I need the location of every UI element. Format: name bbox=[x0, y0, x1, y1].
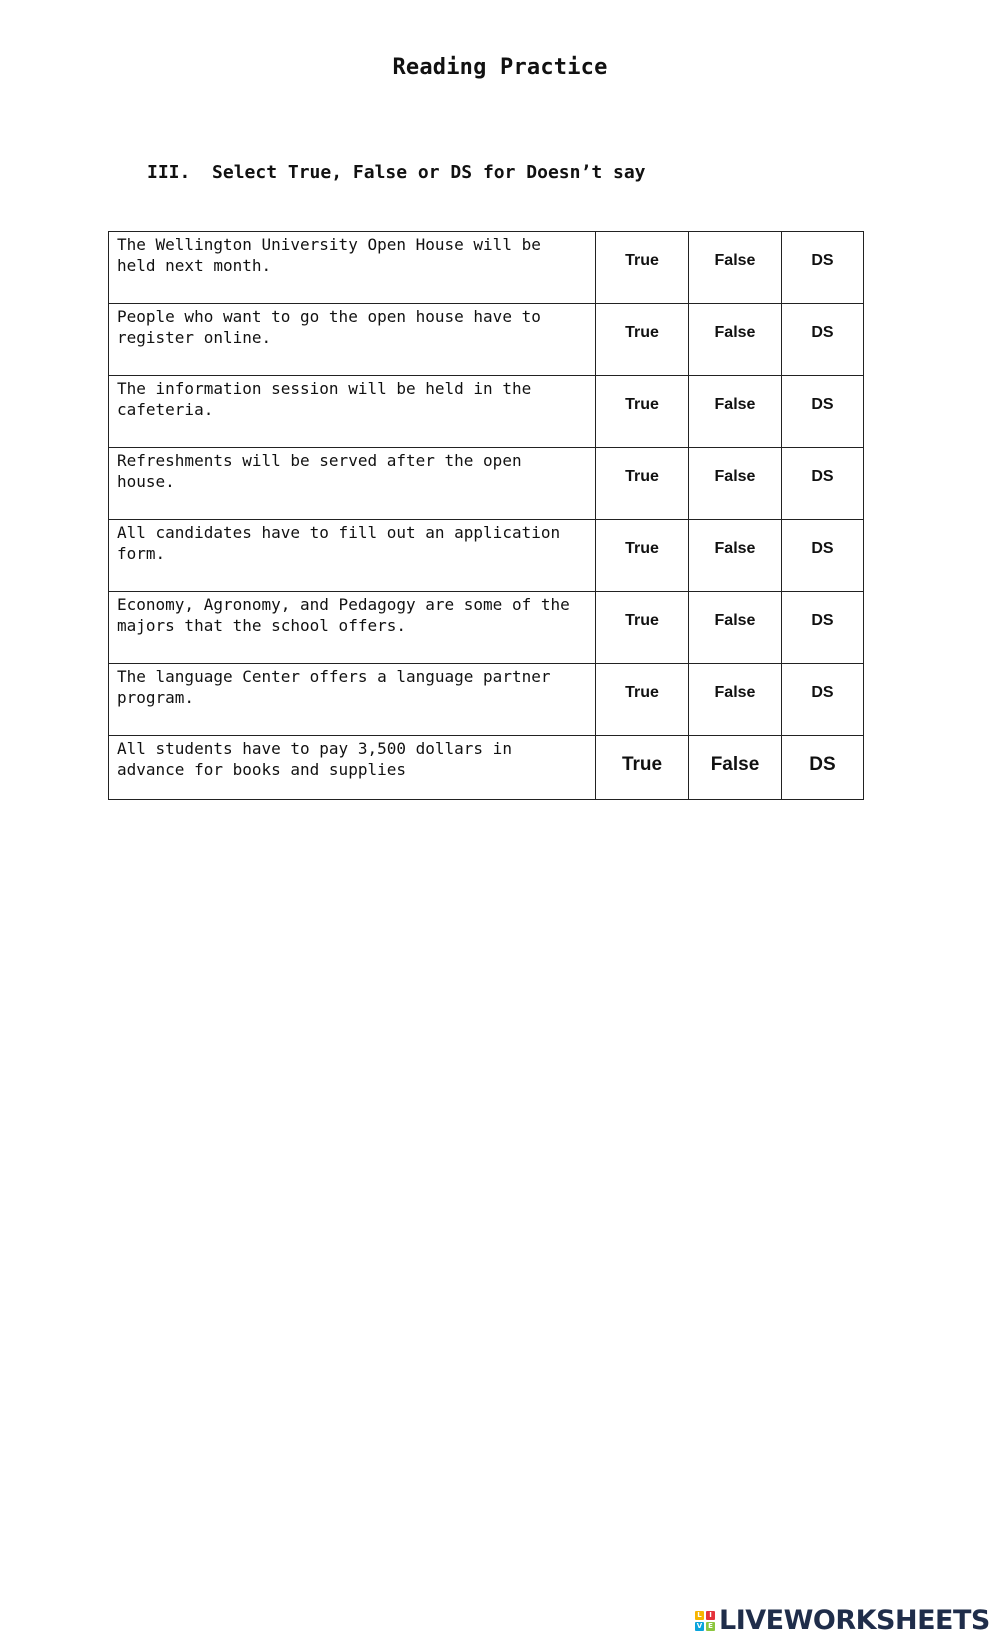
option-ds[interactable]: DS bbox=[782, 304, 864, 376]
option-ds[interactable]: DS bbox=[782, 664, 864, 736]
option-ds[interactable]: DS bbox=[782, 448, 864, 520]
option-false[interactable]: False bbox=[689, 376, 782, 448]
liveworksheets-logo-icon bbox=[695, 1611, 715, 1631]
statement-text: The language Center offers a language partner program. bbox=[109, 664, 596, 736]
option-ds[interactable]: DS bbox=[782, 376, 864, 448]
option-false[interactable]: False bbox=[689, 304, 782, 376]
option-false[interactable]: False bbox=[689, 232, 782, 304]
option-ds[interactable]: DS bbox=[782, 232, 864, 304]
statement-text: People who want to go the open house have to register online. bbox=[109, 304, 596, 376]
liveworksheets-logo bbox=[695, 1605, 990, 1636]
exercise-instruction: III. Select True, False or DS for Doesn’t say bbox=[147, 162, 646, 183]
statement-text: The information session will be held in the cafeteria. bbox=[109, 376, 596, 448]
table-row bbox=[109, 448, 864, 520]
true-false-table bbox=[108, 231, 864, 800]
option-ds[interactable]: DS bbox=[782, 520, 864, 592]
option-false[interactable]: False bbox=[689, 736, 782, 800]
option-ds[interactable]: DS bbox=[782, 736, 864, 800]
table-row bbox=[109, 664, 864, 736]
table-row bbox=[109, 232, 864, 304]
option-true[interactable]: True bbox=[596, 304, 689, 376]
table-row bbox=[109, 736, 864, 800]
option-true[interactable]: True bbox=[596, 376, 689, 448]
option-true[interactable]: True bbox=[596, 736, 689, 800]
table-row bbox=[109, 592, 864, 664]
option-true[interactable]: True bbox=[596, 592, 689, 664]
statement-text: All students have to pay 3,500 dollars in advance for books and supplies bbox=[109, 736, 596, 800]
logo-cell: I bbox=[706, 1611, 715, 1620]
statement-text: All candidates have to fill out an application form. bbox=[109, 520, 596, 592]
statement-text: Refreshments will be served after the open house. bbox=[109, 448, 596, 520]
brand-name: LIVEWORKSHEETS bbox=[719, 1605, 990, 1636]
table-row bbox=[109, 520, 864, 592]
option-false[interactable]: False bbox=[689, 520, 782, 592]
statement-text: Economy, Agronomy, and Pedagogy are some of the majors that the school offers. bbox=[109, 592, 596, 664]
option-false[interactable]: False bbox=[689, 664, 782, 736]
logo-cell: L bbox=[695, 1611, 704, 1620]
option-true[interactable]: True bbox=[596, 520, 689, 592]
table-row bbox=[109, 304, 864, 376]
option-false[interactable]: False bbox=[689, 592, 782, 664]
statement-text: The Wellington University Open House will be held next month. bbox=[109, 232, 596, 304]
option-true[interactable]: True bbox=[596, 664, 689, 736]
option-true[interactable]: True bbox=[596, 448, 689, 520]
option-ds[interactable]: DS bbox=[782, 592, 864, 664]
logo-cell: E bbox=[706, 1622, 715, 1631]
logo-cell: V bbox=[696, 1622, 703, 1630]
page-title: Reading Practice bbox=[392, 55, 608, 80]
option-false[interactable]: False bbox=[689, 448, 782, 520]
table-row bbox=[109, 376, 864, 448]
option-true[interactable]: True bbox=[596, 232, 689, 304]
